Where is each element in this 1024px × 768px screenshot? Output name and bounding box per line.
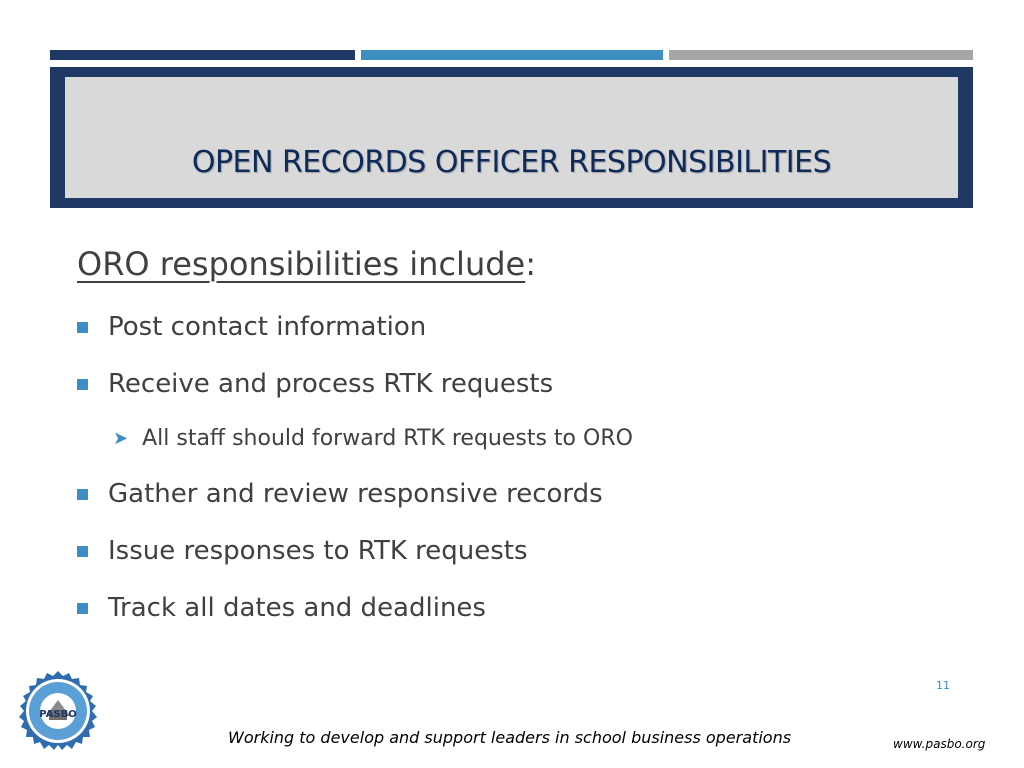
footer-tagline: Working to develop and support leaders in school business operations [228, 728, 792, 747]
square-bullet-icon [77, 379, 88, 390]
bullet-text: Issue responses to RTK requests [108, 536, 528, 566]
square-bullet-icon [77, 603, 88, 614]
bullet-item [77, 536, 528, 566]
square-bullet-icon [77, 322, 88, 333]
bullet-text: Track all dates and deadlines [108, 593, 486, 623]
sub-bullet-item [113, 426, 633, 451]
intro-line [77, 245, 536, 283]
pasbo-seal-logo [16, 670, 100, 754]
square-bullet-icon [77, 546, 88, 557]
slide-title: OPEN RECORDS OFFICER RESPONSIBILITIES [191, 145, 832, 180]
square-bullet-icon [77, 489, 88, 500]
arrow-bullet-icon: ➤ [113, 428, 129, 449]
logo-text: PASBO [39, 709, 77, 720]
accent-bar-blue [361, 50, 663, 60]
footer-website[interactable]: www.pasbo.org [893, 737, 986, 751]
bullet-item [77, 593, 486, 623]
intro-underlined: ORO responsibilities include [77, 245, 526, 283]
bullet-text: Gather and review responsive records [108, 479, 603, 509]
bullet-item [77, 369, 553, 399]
slide-number: 11 [936, 679, 950, 692]
title-frame [50, 67, 973, 208]
accent-bar-gray [669, 50, 973, 60]
bullet-text: Receive and process RTK requests [108, 369, 554, 399]
bullet-item [77, 312, 426, 342]
accent-bar-navy [50, 50, 355, 60]
bullet-item [77, 479, 603, 509]
bullet-text: Post contact information [108, 312, 427, 342]
intro-suffix: : [525, 245, 536, 283]
title-panel [65, 77, 958, 198]
sub-bullet-text: All staff should forward RTK requests to ORO [142, 426, 633, 451]
